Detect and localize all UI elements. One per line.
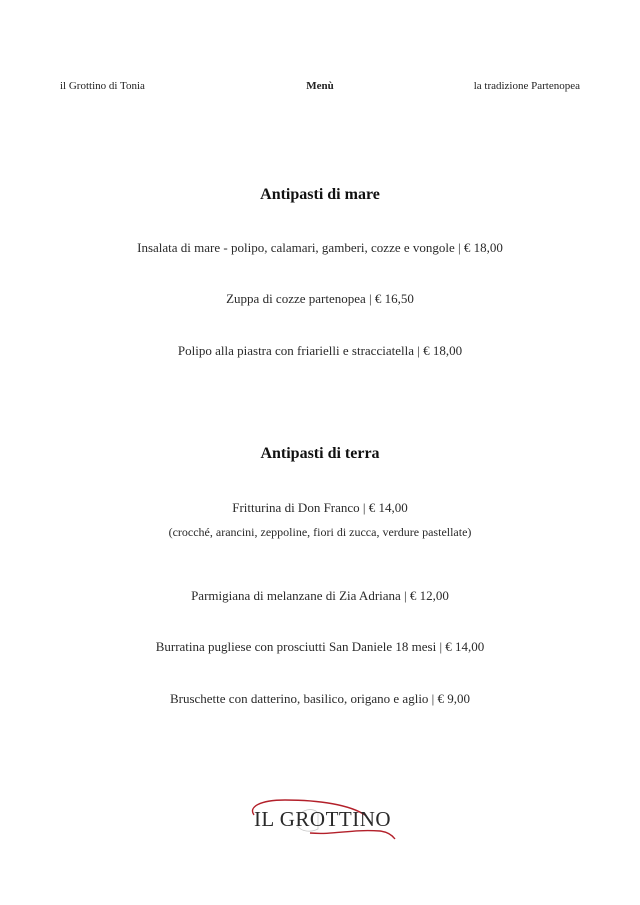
page-header [60,80,580,96]
menu-item-fritturina-note: (crocché, arancini, zeppoline, fiori di zucca, verdure pastellate) [168,525,472,539]
menu-item-bruschette: Bruschette con datterino, basilico, origano e aglio | € 9,00 [169,691,471,706]
menu-item-burratina: Burratina pugliese con prosciutti San Daniele 18 mesi | € 14,00 [155,639,485,654]
menu-item-polipo-alla-piastra: Polipo alla piastra con friarielli e stracciatella | € 18,00 [177,343,463,358]
tagline: la tradizione Partenopea [473,80,580,92]
menu-title: Menù [306,80,334,92]
logo [240,795,400,845]
menu-item-zuppa-di-cozze: Zuppa di cozze partenopea | € 16,50 [226,291,414,306]
section-title-antipasti-terra: Antipasti di terra [260,445,380,462]
restaurant-name: il Grottino di Tonia [60,80,145,92]
menu-item-insalata-di-mare: Insalata di mare - polipo, calamari, gamberi, cozze e vongole | € 18,00 [137,240,503,255]
logo-text: IL GROTTINO [253,807,392,831]
menu-item-parmigiana: Parmigiana di melanzane di Zia Adriana | € 12,00 [191,588,449,603]
section-title-antipasti-mare: Antipasti di mare [260,186,380,203]
menu-item-fritturina: Fritturina di Don Franco | € 14,00 [232,500,408,515]
